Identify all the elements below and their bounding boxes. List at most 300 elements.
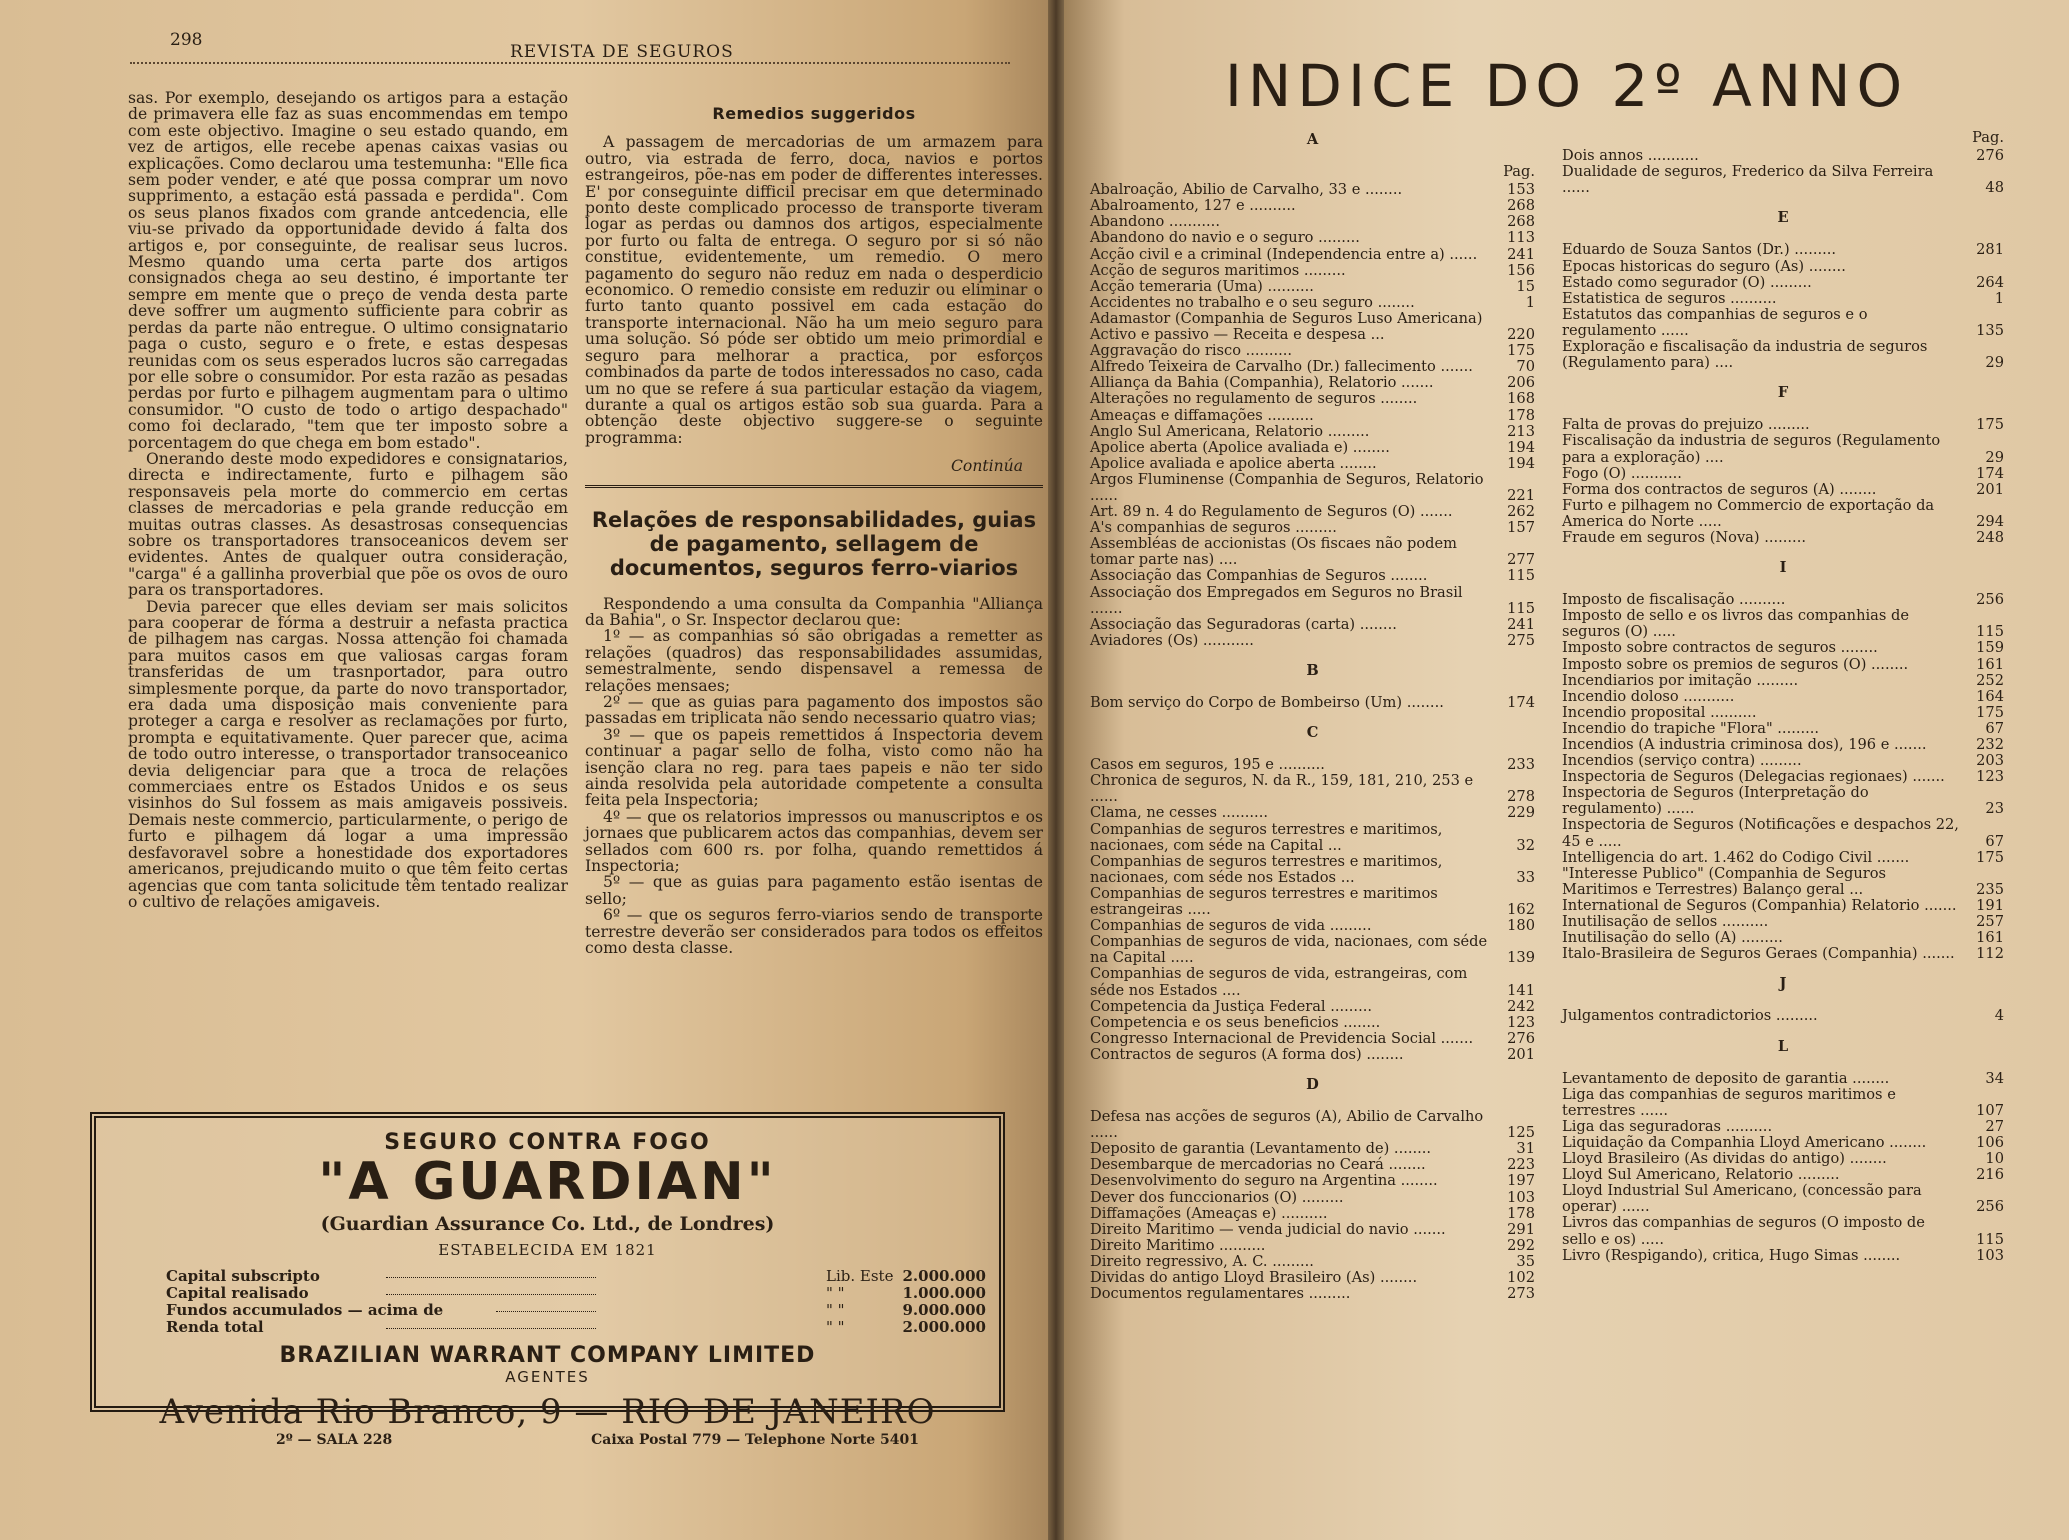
index-entry-page: 220 xyxy=(1507,326,1535,344)
index-entry-page: 235 xyxy=(1976,880,2004,898)
index-letter-heading: D xyxy=(1306,1075,1319,1093)
index-entry-page: 191 xyxy=(1976,896,2004,914)
index-entry xyxy=(1090,757,1535,773)
index-entry xyxy=(1090,966,1535,998)
index-entry xyxy=(1562,737,2004,753)
index-letter-heading: E xyxy=(1777,209,1789,227)
index-entry xyxy=(1090,934,1535,966)
index-entry-page: 273 xyxy=(1507,1285,1535,1303)
ad-address: Avenida Rio Branco, 9 — RIO DE JANEIRO xyxy=(159,1392,936,1432)
index-entry-page: 107 xyxy=(1976,1101,2004,1119)
journal-title: REVISTA DE SEGUROS xyxy=(510,42,734,62)
index-entry xyxy=(1562,433,2004,465)
index-entry-title: Intelligencia do art. 1.462 do Codigo Civil ....... xyxy=(1562,848,1910,866)
ad-row xyxy=(166,1318,986,1334)
index-entry-page: 276 xyxy=(1507,1029,1535,1047)
index-entry-title: Abandono do navio e o seguro ......... xyxy=(1090,229,1360,247)
index-letter-heading: C xyxy=(1306,724,1319,742)
index-entry-title: Incendiarios por imitação ......... xyxy=(1562,671,1799,689)
index-entry-page: 268 xyxy=(1507,197,1535,215)
index-entry xyxy=(1090,424,1535,440)
index-entry-title: Apolice avaliada e apolice aberta ........ xyxy=(1090,454,1377,472)
index-entry xyxy=(1090,263,1535,279)
index-entry-title: Forma dos contractos de seguros (A) ........ xyxy=(1562,480,1877,498)
index-entry xyxy=(1090,999,1535,1015)
index-entry-title: Incendio do trapiche "Flora" ......... xyxy=(1562,719,1820,737)
pag-label: Pag. xyxy=(1503,163,1535,181)
index-entry xyxy=(1562,1167,2004,1183)
ad-row-mark: " " xyxy=(826,1318,845,1336)
index-entry xyxy=(1090,391,1535,407)
index-entry-page: 115 xyxy=(1976,623,2004,641)
index-entry-page: 123 xyxy=(1507,1013,1535,1031)
index-entry-title: Incendio proposital .......... xyxy=(1562,703,1757,721)
leader-dots xyxy=(496,1311,596,1312)
index-entry-title: Lloyd Brasileiro (As dividas do antigo) ........ xyxy=(1562,1150,1887,1168)
index-entry-page: 294 xyxy=(1976,512,2004,530)
ad-tagline: SEGURO CONTRA FOGO xyxy=(384,1130,711,1155)
index-entry-title: Companhias de seguros terrestres e maritimos estrangeiras ..... xyxy=(1090,884,1438,919)
index-entry-page: 178 xyxy=(1507,1204,1535,1222)
index-entry-title: Livro (Respigando), critica, Hugo Simas ........ xyxy=(1562,1246,1901,1264)
index-entry xyxy=(1562,1087,2004,1119)
paragraph: 3º — que os papeis remettidos á Inspectoria devem continuar a pagar sello de folha, visto como não ha isenção clara no reg. para taes papeis e não ter sido ainda resolvida pela autoridade competente a consulta feita pela Inspectoria; xyxy=(585,725,1043,810)
index-entry-title: Clama, ne cesses .......... xyxy=(1090,804,1268,822)
ad-subtitle: (Guardian Assurance Co. Ltd., de Londres) xyxy=(320,1213,775,1235)
index-column-left xyxy=(1090,118,1535,1302)
index-entry-title: Falta de provas do prejuizo ......... xyxy=(1562,416,1810,434)
index-entry-page: 70 xyxy=(1516,358,1535,376)
index-entry xyxy=(1562,640,2004,656)
index-entry-title: Furto e pilhagem no Commercio de exportação da America do Norte ..... xyxy=(1562,496,1935,530)
index-entry xyxy=(1090,617,1535,633)
index-entry-page: 229 xyxy=(1507,804,1535,822)
index-entry-title: Companhias de seguros terrestres e maritimos, nacionaes, com séde nos Estados ... xyxy=(1090,852,1443,886)
index-entry-page: 248 xyxy=(1976,528,2004,546)
index-entry-title: Dois annos ........... xyxy=(1562,147,1699,165)
ad-row xyxy=(166,1284,986,1300)
index-entry-title: Abalroamento, 127 e .......... xyxy=(1090,197,1296,215)
index-entry-page: 164 xyxy=(1976,687,2004,705)
ad-contact: Caixa Postal 779 — Telephone Norte 5401 xyxy=(591,1432,919,1448)
index-entry xyxy=(1090,198,1535,214)
index-entry-title: Adamastor (Companhia de Seguros Luso Americana) Activo e passivo — Receita e despesa ... xyxy=(1090,309,1483,344)
ad-company: BRAZILIAN WARRANT COMPANY LIMITED xyxy=(279,1343,816,1368)
index-entry xyxy=(1562,753,2004,769)
index-entry xyxy=(1562,417,2004,433)
index-entry-title: Associação das Seguradoras (carta) ........ xyxy=(1090,615,1397,633)
index-entry-title: Inspectoria de Seguros (Notificações e despachos 22, 45 e ..... xyxy=(1562,816,1959,850)
index-entry xyxy=(1562,930,2004,946)
index-entry-title: Casos em seguros, 195 e .......... xyxy=(1090,756,1325,774)
index-entry xyxy=(1090,408,1535,424)
index-entry-page: 1 xyxy=(1525,293,1535,311)
index-entry-title: Desembarque de mercadorias no Ceará ........ xyxy=(1090,1156,1426,1174)
paragraph: 6º — que os seguros ferro-viarios sendo de transporte terrestre deverão ser considerados para todos os effeitos como desta classe. xyxy=(585,906,1043,958)
index-entry-page: 162 xyxy=(1507,901,1535,919)
index-entry xyxy=(1090,568,1535,584)
index-entry-page: 29 xyxy=(1985,354,2004,372)
ad-row-amount: 9.000.000 xyxy=(902,1301,986,1319)
index-entry-title: Incendios (A industria criminosa dos), 196 e ....... xyxy=(1562,736,1927,753)
index-entry-title: Accidentes no trabalho e o seu seguro ........ xyxy=(1090,293,1415,311)
paragraph: Respondendo a uma consulta da Companhia "Alliança da Bahia", o Sr. Inspector declarou que: xyxy=(585,594,1043,629)
index-entry xyxy=(1562,1151,2004,1167)
index-entry-page: 112 xyxy=(1976,945,2004,963)
index-entry-title: Aviadores (Os) ........... xyxy=(1090,631,1254,649)
index-entry-page: 277 xyxy=(1507,551,1535,569)
index-entry-title: Fraude em seguros (Nova) ......... xyxy=(1562,528,1806,546)
index-entry-page: 242 xyxy=(1507,997,1535,1015)
index-entry-page: 161 xyxy=(1976,929,2004,947)
index-entry xyxy=(1090,1109,1535,1141)
index-entry xyxy=(1562,1008,2004,1024)
index-entry xyxy=(1562,1248,2004,1264)
index-entry-page: 103 xyxy=(1507,1188,1535,1206)
index-entry-page: 194 xyxy=(1507,438,1535,456)
index-entry-page: 278 xyxy=(1507,788,1535,806)
index-entry-title: Associação dos Empregados em Seguros no Brasil ....... xyxy=(1090,583,1463,617)
index-entry-title: Contractos de seguros (A forma dos) ........ xyxy=(1090,1045,1404,1063)
ad-agents: AGENTES xyxy=(505,1368,590,1386)
index-entry-page: 194 xyxy=(1507,454,1535,472)
index-entry-page: 213 xyxy=(1507,422,1535,440)
index-entry xyxy=(1090,311,1535,343)
index-letter-heading: B xyxy=(1306,661,1319,679)
index-entry xyxy=(1090,886,1535,918)
paragraph: A passagem de mercadorias de um armazem para outro, via estrada de ferro, doca, navios e portos estrangeiros, põe-nas em poder de differentes interesses. E' por conseguinte difficil precisar em que determinado ponto deste complicado processo de transporte tiveram logar as perdas ou damnos dos artigos, especialmente por furto ou falta de entrega. O seguro por si só não constitue, evidentemente, um remedio. O mero pagamento do seguro não reduz em nada o desperdicio economico. O remedio consiste em reduzir ou eliminar o furto tanto quanto possivel em cada estação do transporte internacional. Não ha um meio seguro para uma solução. Só póde ser obtido um meio primordial e seguro para melhorar a practica, por esforços combinados da parte de todos interessados no caso, cada um no que se refere á sua particular estação da viagem, durante a qual os artigos estão sob sua guarda. Para a obtenção deste objectivo suggere-se o seguinte programma: xyxy=(585,133,1043,447)
index-entry xyxy=(1562,164,2004,196)
index-entry-title: Livros das companhias de seguros (O imposto de sello e os) ..... xyxy=(1562,1214,1925,1248)
index-entry-page: 33 xyxy=(1516,868,1535,886)
index-entry-page: 156 xyxy=(1507,261,1535,279)
index-entry-page: 125 xyxy=(1507,1124,1535,1142)
index-entry-page: 157 xyxy=(1507,519,1535,537)
index-entry-title: Dualidade de seguros, Frederico da Silva Ferreira ...... xyxy=(1562,163,1934,197)
ad-row-label: Fundos accumulados — acima de xyxy=(166,1301,444,1319)
index-entry-title: Argos Fluminense (Companhia de Seguros, Relatorio ...... xyxy=(1090,470,1484,504)
index-entry-title: Imposto sobre os premios de seguros (O) ........ xyxy=(1562,655,1909,673)
index-entry-page: 216 xyxy=(1976,1166,2004,1184)
index-entry-title: Acção de seguros maritimos ......... xyxy=(1090,261,1346,279)
index-entry-page: 223 xyxy=(1507,1156,1535,1174)
index-entry-page: 221 xyxy=(1507,486,1535,504)
index-entry xyxy=(1090,773,1535,805)
index-entry-title: Competencia da Justiça Federal ......... xyxy=(1090,997,1372,1015)
index-entry xyxy=(1562,1119,2004,1135)
ad-row xyxy=(166,1301,986,1317)
index-entry-page: 135 xyxy=(1976,321,2004,339)
paragraph: 4º — que os relatorios impressos ou manuscriptos e os jornaes que publicarem actos das companhias, devem ser sellados com 600 rs. por folha, quando remettidos á Inspectoria; xyxy=(585,807,1043,876)
index-entry-page: 67 xyxy=(1985,719,2004,737)
index-entry xyxy=(1090,1286,1535,1302)
index-entry xyxy=(1562,785,2004,817)
index-entry-title: Acção civil e a criminal (Independencia entre a) ...... xyxy=(1090,245,1478,263)
index-entry xyxy=(1090,1047,1535,1063)
index-entry-title: Companhias de seguros de vida, nacionaes, com séde na Capital ..... xyxy=(1090,933,1488,967)
index-entry-page: 15 xyxy=(1516,277,1535,295)
ad-row-amount: 1.000.000 xyxy=(902,1284,986,1302)
index-entry-title: Dever dos funccionarios (O) ......... xyxy=(1090,1188,1344,1206)
index-entry-page: 233 xyxy=(1507,756,1535,774)
index-entry-title: Dividas do antigo Lloyd Brasileiro (As) ........ xyxy=(1090,1269,1418,1286)
index-entry xyxy=(1090,1254,1535,1270)
index-entry xyxy=(1562,1215,2004,1247)
index-entry-title: Incendios (serviço contra) ......... xyxy=(1562,752,1802,770)
index-entry xyxy=(1090,1190,1535,1206)
paragraph: Devia parecer que elles deviam ser mais solicitos para cooperar de fórma a destruir a nefasta practica de pilhagem nas cargas. Nossa attenção foi chamada para muitos casos em que valiosas cargas foram transferidas de um trasnportador, para outro simplesmente porque, da parte do novo transportador, era dada uma disposição mais conveniente para proteger a carga e resolver as reclamações por furto, prompta e equitativamente. Quer parecer que, acima de todo outro interesse, o transportador transoceanico devia deligenciar para que a troca de relações commerciaes entre os Estados Unidos e os seus visinhos do Sul fossem as mais amigaveis possiveis. Demais neste commercio, particularmente, o perigo de furto e pilhagem dá logar a uma impressão desfavoravel sobre a honestidade dos exportadores americanos, prejudicando muito o que têm feito certas agencias que com tanta solicitude têm tentado realizar o cultivo de relações amigaveis. xyxy=(128,597,568,911)
continued-note: Continúa xyxy=(951,457,1023,476)
index-entry xyxy=(1090,854,1535,886)
index-entry-title: Apolice aberta (Apolice avaliada e) ........ xyxy=(1090,438,1390,456)
index-entry xyxy=(1562,946,2004,962)
index-entry xyxy=(1090,1222,1535,1238)
index-entry-title: Estatutos das companhias de seguros e o regulamento ...... xyxy=(1562,305,1868,339)
subheading: Remedios suggeridos xyxy=(712,104,916,123)
index-entry xyxy=(1090,182,1535,198)
ad-floor: 2º — SALA 228 xyxy=(276,1432,393,1448)
index-entry-page: 106 xyxy=(1976,1133,2004,1151)
index-entry-title: Exploração e fiscalisação da industria de seguros (Regulamento para) .... xyxy=(1562,338,1928,372)
index-entry-page: 4 xyxy=(1994,1007,2004,1025)
index-entry-page: 174 xyxy=(1507,694,1535,711)
index-entry-page: 161 xyxy=(1976,655,2004,673)
index-entry-page: 102 xyxy=(1507,1269,1535,1286)
index-entry-page: 232 xyxy=(1976,736,2004,753)
index-entry-page: 159 xyxy=(1976,639,2004,657)
index-entry xyxy=(1090,1238,1535,1254)
index-entry-page: 292 xyxy=(1507,1236,1535,1254)
index-entry-page: 115 xyxy=(1976,1230,2004,1248)
index-entry xyxy=(1090,247,1535,263)
index-entry-page: 281 xyxy=(1976,241,2004,259)
index-entry-title: Estatistica de seguros .......... xyxy=(1562,289,1777,307)
index-entry xyxy=(1562,898,2004,914)
index-entry-title: International de Seguros (Companhia) Relatorio ....... xyxy=(1562,896,1957,914)
ad-row-amount: 2.000.000 xyxy=(902,1318,986,1336)
index-entry xyxy=(1562,592,2004,608)
index-entry-title: Eduardo de Souza Santos (Dr.) ......... xyxy=(1562,241,1837,259)
index-entry-page: 174 xyxy=(1976,464,2004,482)
index-entry-page: 291 xyxy=(1507,1220,1535,1238)
index-entry-title: Lloyd Sul Americano, Relatorio ......... xyxy=(1562,1166,1840,1184)
index-column-right xyxy=(1562,130,2004,1264)
index-entry-page: 175 xyxy=(1976,703,2004,721)
index-entry xyxy=(1090,1270,1535,1286)
index-title: INDICE DO 2º ANNO xyxy=(1224,52,1909,120)
index-entry-title: Companhias de seguros de vida ......... xyxy=(1090,917,1372,935)
ad-established: ESTABELECIDA EM 1821 xyxy=(438,1241,657,1259)
ad-row-label: Renda total xyxy=(166,1318,264,1336)
index-entry-title: Abandono ........... xyxy=(1090,213,1220,231)
index-entry-page: 29 xyxy=(1985,448,2004,466)
index-entry xyxy=(1090,805,1535,821)
index-entry xyxy=(1090,456,1535,472)
index-entry xyxy=(1562,275,2004,291)
index-entry-page: 67 xyxy=(1985,832,2004,850)
index-entry xyxy=(1562,657,2004,673)
index-entry-title: Estado como segurador (O) ......... xyxy=(1562,273,1812,291)
index-entry-title: Direito Maritimo — venda judicial do navio ....... xyxy=(1090,1220,1446,1238)
index-entry-page: 256 xyxy=(1976,1198,2004,1216)
index-entry-page: 113 xyxy=(1507,229,1535,247)
index-entry-title: Incendio doloso ........... xyxy=(1562,687,1735,705)
index-entry xyxy=(1090,279,1535,295)
index-entry xyxy=(1090,359,1535,375)
index-entry xyxy=(1090,1015,1535,1031)
index-entry-title: Levantamento de deposito de garantia ........ xyxy=(1562,1069,1890,1087)
index-entry-title: Assembléas de accionistas (Os fiscaes não podem tomar parte nas) .... xyxy=(1090,535,1457,569)
paragraph: 2º — que as guias para pagamento dos impostos são passadas em triplicata não sendo necessario quatro vias; xyxy=(585,692,1043,728)
index-entry-page: 48 xyxy=(1985,179,2004,197)
index-entry xyxy=(1090,230,1535,246)
index-entry-page: 35 xyxy=(1516,1252,1535,1270)
index-entry xyxy=(1562,259,2004,275)
index-entry-page: 32 xyxy=(1516,836,1535,854)
index-entry-page: 10 xyxy=(1985,1150,2004,1168)
advertisement xyxy=(90,1112,1005,1448)
index-entry-title: Associação das Companhias de Seguros ........ xyxy=(1090,567,1428,585)
index-entry-page: 123 xyxy=(1976,768,2004,786)
index-entry-title: Companhias de seguros de vida, estrangeiras, com séde nos Estados .... xyxy=(1090,965,1468,999)
index-entry-title: Anglo Sul Americana, Relatorio ......... xyxy=(1090,422,1370,440)
index-entry-page: 1 xyxy=(1994,289,2004,307)
index-entry-title: Inspectoria de Seguros (Delegacias regionaes) ....... xyxy=(1562,768,1945,786)
index-entry-title: Chronica de seguros, N. da R., 159, 181, 210, 253 e ...... xyxy=(1090,772,1474,806)
index-entry-page: 262 xyxy=(1507,503,1535,521)
index-entry-title: Lloyd Industrial Sul Americano, (concessão para operar) ...... xyxy=(1562,1182,1922,1216)
index-entry xyxy=(1090,375,1535,391)
index-entry-title: Alliança da Bahia (Companhia), Relatorio ....... xyxy=(1090,374,1434,392)
index-entry xyxy=(1562,498,2004,530)
index-entry-page: 180 xyxy=(1507,917,1535,935)
leader-dots xyxy=(386,1277,596,1278)
index-entry-page: 141 xyxy=(1507,981,1535,999)
index-entry-title: Direito regressivo, A. C. ......... xyxy=(1090,1252,1314,1270)
index-entry-page: 206 xyxy=(1507,374,1535,392)
index-entry xyxy=(1562,721,2004,737)
index-letter-heading: L xyxy=(1777,1037,1789,1055)
ad-footer xyxy=(126,1432,969,1450)
index-entry-page: 201 xyxy=(1507,1045,1535,1063)
index-letter-heading: J xyxy=(1779,975,1787,993)
index-entry xyxy=(1562,1135,2004,1151)
index-entry-page: 168 xyxy=(1507,390,1535,408)
index-entry-title: Liga das seguradoras .......... xyxy=(1562,1117,1773,1135)
index-entry xyxy=(1562,769,2004,785)
leader-dots xyxy=(386,1328,596,1329)
index-entry-title: Liga das companhias de seguros maritimos e terrestres ...... xyxy=(1562,1085,1896,1119)
ad-row-label: Capital realisado xyxy=(166,1284,309,1302)
section-divider xyxy=(585,485,1043,492)
index-entry-page: 252 xyxy=(1976,671,2004,689)
index-entry xyxy=(1562,914,2004,930)
index-entry-page: 175 xyxy=(1507,342,1535,360)
index-entry xyxy=(1562,705,2004,721)
ad-currency: Lib. Este xyxy=(826,1267,894,1285)
index-entry xyxy=(1090,343,1535,359)
index-entry-page: 175 xyxy=(1976,416,2004,434)
index-entry-title: Inutilisação de sellos .......... xyxy=(1562,913,1769,931)
index-entry-page: 276 xyxy=(1976,147,2004,165)
index-entry-page: 103 xyxy=(1976,1246,2004,1264)
index-entry-page: 203 xyxy=(1976,752,2004,770)
book-spine xyxy=(1048,0,1064,1540)
paragraph: sas. Por exemplo, desejando os artigos para a estação de primavera elle faz as suas encommendas em tempo com este objectivo. Imagine o seu estado quando, em vez de artigos, elle recebe apenas caixas vasias ou explicações. Como declarou uma testemunha: "Elle fica sem poder vender, e até que possa comprar um novo supprimento, a estação está passada e perdida". Com os seus planos fixados com grande antcedencia, elle viu-se privado da opportunidade devido á falta dos artigos e, por conseguinte, de realisar seus lucros. Mesmo quando uma certa parte dos artigos consignados chega ao seu destino, é importante ter sempre em mente que o preço de venda desta parte deve soffrer um augmento sufficiente para cobrir as perdas da parte não entregue. O ultimo consignatario paga o custo, seguro e o frete, e estas despesas reunidas com os seus esperados lucros são carregadas por elle sobre o consumidor. Por esta razão as pesadas perdas por furto e pilhagem augmentam para o ultimo consumidor. "O custo de todo o artigo despachado" como foi declarado, "tem que ter imposto sobre a porcentagem do que chega em bom estado". xyxy=(128,89,568,452)
index-entry xyxy=(1090,1031,1535,1047)
index-entry-title: "Interesse Publico" (Companhia de Seguros Maritimos e Terrestres) Balanço geral ... xyxy=(1562,864,1887,898)
index-entry xyxy=(1562,817,2004,849)
page-number: 298 xyxy=(170,30,203,50)
index-entry xyxy=(1562,1183,2004,1215)
ad-row-mark: " " xyxy=(826,1301,845,1319)
index-entry-page: 241 xyxy=(1507,615,1535,633)
index-entry-title: Art. 89 n. 4 do Regulamento de Seguros (O) ....... xyxy=(1090,503,1453,521)
index-entry-title: Epocas historicas do seguro (As) ........ xyxy=(1562,257,1846,275)
index-entry xyxy=(1562,866,2004,898)
leader-dots xyxy=(386,1294,596,1295)
index-entry-page: 34 xyxy=(1985,1069,2004,1087)
index-letter-heading: F xyxy=(1777,384,1789,402)
index-entry-title: Fiscalisação da industria de seguros (Regulamento para a exploração) .... xyxy=(1562,432,1941,466)
index-entry-page: 153 xyxy=(1507,181,1535,199)
index-entry-title: Bom serviço do Corpo de Bombeirso (Um) ........ xyxy=(1090,694,1444,711)
ad-row xyxy=(166,1267,986,1283)
index-entry xyxy=(1090,1206,1535,1222)
paragraph: Onerando deste modo expedidores e consignatarios, directa e indirectamente, furto e pilhagem são responsaveis pela morte do commercio em certas classes de mercadorias e pela grande reducção em muitas outras classes. As desastrosas consequencias sobre os transportadores transoceanicos devem ser evidentes. Antes de qualquer outra consideração, "carga" é a gallinha proverbial que põe os ovos de ouro para os transportadores. xyxy=(128,449,568,600)
index-entry-title: Alterações no regulamento de seguros ........ xyxy=(1090,390,1418,408)
index-entry xyxy=(1090,472,1535,504)
ad-brand: "A GUARDIAN" xyxy=(318,1152,777,1212)
index-entry xyxy=(1562,689,2004,705)
ad-row-mark: " " xyxy=(826,1284,845,1302)
index-entry xyxy=(1090,1173,1535,1189)
index-entry xyxy=(1562,291,2004,307)
index-entry-title: Diffamações (Ameaças e) .......... xyxy=(1090,1204,1328,1222)
index-entry-page: 201 xyxy=(1976,480,2004,498)
index-entry xyxy=(1562,466,2004,482)
article-column-left xyxy=(128,90,568,910)
index-entry-title: Abalroação, Abilio de Carvalho, 33 e ........ xyxy=(1090,181,1403,199)
index-entry-page: 241 xyxy=(1507,245,1535,263)
index-entry xyxy=(1090,1141,1535,1157)
index-entry xyxy=(1090,440,1535,456)
header-rule xyxy=(130,60,1010,64)
paragraph: 1º — as companhias só são obrigadas a remetter as relações (quadros) das responsabilidades assumidas, semestralmente, sendo dispensavel a remessa de relações mensaes; xyxy=(585,627,1043,695)
index-entry-title: Competencia e os seus beneficios ........ xyxy=(1090,1013,1381,1031)
index-entry xyxy=(1562,339,2004,371)
ad-capital-table xyxy=(126,1267,986,1339)
index-entry xyxy=(1090,822,1535,854)
index-entry-title: A's companhias de seguros ......... xyxy=(1090,519,1337,537)
index-entry-title: Inutilisação do sello (A) ......... xyxy=(1562,929,1783,947)
index-entry-page: 31 xyxy=(1516,1140,1535,1158)
pag-label: Pag. xyxy=(1972,129,2004,146)
index-entry-page: 115 xyxy=(1507,567,1535,585)
index-entry xyxy=(1090,504,1535,520)
index-entry-title: Julgamentos contradictorios ......... xyxy=(1562,1007,1818,1025)
index-entry xyxy=(1562,307,2004,339)
index-letter-heading: A xyxy=(1306,131,1319,148)
index-entry-title: Congresso Internacional de Previdencia Social ....... xyxy=(1090,1029,1474,1047)
index-entry xyxy=(1090,1157,1535,1173)
index-entry-title: Companhias de seguros terrestres e maritimos, nacionaes, com séde na Capital ... xyxy=(1090,820,1443,854)
index-entry xyxy=(1090,695,1535,711)
index-entry-title: Desenvolvimento do seguro na Argentina ........ xyxy=(1090,1172,1438,1190)
index-entry-title: Italo-Brasileira de Seguros Geraes (Companhia) ....... xyxy=(1562,945,1955,963)
index-entry-title: Documentos regulamentares ......... xyxy=(1090,1285,1351,1303)
index-entry xyxy=(1090,633,1535,649)
